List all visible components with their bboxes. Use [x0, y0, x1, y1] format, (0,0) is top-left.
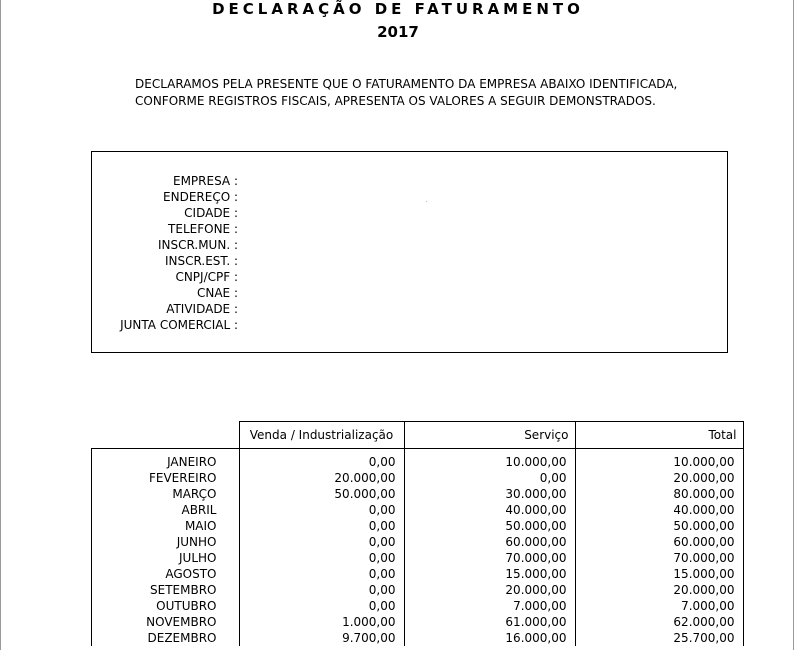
venda-cell: 0,00 [239, 582, 404, 598]
month-cell: ABRIL [92, 502, 240, 518]
table-row [92, 566, 744, 582]
table-row [92, 534, 744, 550]
venda-cell: 50.000,00 [239, 486, 404, 502]
venda-cell: 0,00 [239, 502, 404, 518]
total-cell: 50.000,00 [575, 518, 743, 534]
intro-text [135, 76, 677, 110]
field-label-atividade: ATIVIDADE : [166, 302, 238, 316]
total-cell: 60.000,00 [575, 534, 743, 550]
table-body [92, 449, 744, 647]
intro-line-1: DECLARAMOS PELA PRESENTE QUE O FATURAMENTO DA EMPRESA ABAIXO IDENTIFICADA, [135, 77, 678, 91]
field-label-cnpj-cpf: CNPJ/CPF : [175, 270, 238, 284]
header-blank-cell [92, 422, 240, 449]
month-cell: AGOSTO [92, 566, 240, 582]
table-row [92, 470, 744, 486]
table-row [92, 486, 744, 502]
declaration-year: 2017 [377, 23, 419, 41]
month-cell: DEZEMBRO [92, 630, 240, 646]
servico-cell: 0,00 [404, 470, 575, 486]
venda-cell: 20.000,00 [239, 470, 404, 486]
revenue-table [91, 421, 744, 646]
servico-cell: 70.000,00 [404, 550, 575, 566]
servico-cell: 7.000,00 [404, 598, 575, 614]
column-header-total: Total [575, 422, 743, 449]
month-cell: MARÇO [92, 486, 240, 502]
column-header-servico: Serviço [404, 422, 575, 449]
month-cell: SETEMBRO [92, 582, 240, 598]
servico-cell: 20.000,00 [404, 582, 575, 598]
total-cell: 40.000,00 [575, 502, 743, 518]
field-label-telefone: TELEFONE : [168, 222, 238, 236]
venda-cell: 0,00 [239, 598, 404, 614]
servico-cell: 15.000,00 [404, 566, 575, 582]
total-cell: 62.000,00 [575, 614, 743, 630]
table-row [92, 449, 744, 471]
table-row [92, 502, 744, 518]
field-label-empresa: EMPRESA : [173, 174, 238, 188]
table-row [92, 598, 744, 614]
servico-cell: 10.000,00 [404, 449, 575, 471]
total-cell: 25.700,00 [575, 630, 743, 646]
page-title: DECLARAÇÃO DE FATURAMENTO [212, 0, 584, 18]
table-row [92, 518, 744, 534]
servico-cell: 16.000,00 [404, 630, 575, 646]
company-field-labels [92, 173, 238, 333]
table-row [92, 614, 744, 630]
total-cell: 70.000,00 [575, 550, 743, 566]
month-cell: JUNHO [92, 534, 240, 550]
venda-cell: 0,00 [239, 550, 404, 566]
month-cell: JANEIRO [92, 449, 240, 471]
column-header-venda: Venda / Industrialização [239, 422, 404, 449]
company-info-box [91, 151, 728, 353]
field-label-endereco: ENDEREÇO : [163, 190, 238, 204]
total-cell: 7.000,00 [575, 598, 743, 614]
month-cell: FEVEREIRO [92, 470, 240, 486]
total-cell: 15.000,00 [575, 566, 743, 582]
total-cell: 20.000,00 [575, 582, 743, 598]
month-cell: MAIO [92, 518, 240, 534]
total-cell: 20.000,00 [575, 470, 743, 486]
month-cell: JULHO [92, 550, 240, 566]
venda-cell: 0,00 [239, 518, 404, 534]
field-label-junta-comercial: JUNTA COMERCIAL : [120, 318, 238, 332]
servico-cell: 60.000,00 [404, 534, 575, 550]
servico-cell: 50.000,00 [404, 518, 575, 534]
month-cell: OUTUBRO [92, 598, 240, 614]
intro-line-2: CONFORME REGISTROS FISCAIS, APRESENTA OS VALORES A SEGUIR DEMONSTRADOS. [135, 94, 656, 108]
table-row [92, 550, 744, 566]
venda-cell: 0,00 [239, 449, 404, 471]
table-row [92, 630, 744, 646]
servico-cell: 40.000,00 [404, 502, 575, 518]
total-cell: 10.000,00 [575, 449, 743, 471]
month-cell: NOVEMBRO [92, 614, 240, 630]
venda-cell: 9.700,00 [239, 630, 404, 646]
stray-dot [426, 201, 427, 202]
servico-cell: 61.000,00 [404, 614, 575, 630]
venda-cell: 1.000,00 [239, 614, 404, 630]
table-header-row [92, 422, 744, 449]
field-label-cnae: CNAE : [196, 286, 238, 300]
servico-cell: 30.000,00 [404, 486, 575, 502]
venda-cell: 0,00 [239, 566, 404, 582]
venda-cell: 0,00 [239, 534, 404, 550]
field-label-cidade: CIDADE : [184, 206, 238, 220]
field-label-inscr-est: INSCR.EST. : [164, 254, 238, 268]
table-row [92, 582, 744, 598]
total-cell: 80.000,00 [575, 486, 743, 502]
field-label-inscr-mun: INSCR.MUN. : [157, 238, 238, 252]
